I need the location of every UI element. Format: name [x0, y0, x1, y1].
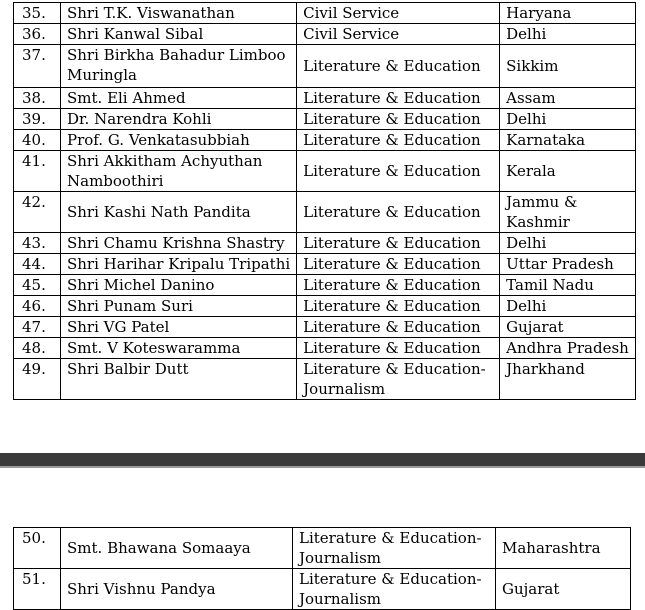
awardee-name: Shri VG Patel [61, 317, 297, 338]
table-row [14, 296, 636, 317]
awardee-name: Shri T.K. Viswanathan [61, 3, 297, 24]
table-row [14, 88, 636, 109]
table-row [14, 569, 631, 610]
awardee-state: Delhi [500, 233, 636, 254]
awards-table-top [13, 2, 636, 400]
table-row [14, 233, 636, 254]
award-field: Literature & Education [297, 88, 500, 109]
award-field: Literature & Education- Journalism [293, 569, 496, 610]
table-row [14, 151, 636, 192]
award-field: Civil Service [297, 24, 500, 45]
award-field: Literature & Education [297, 192, 500, 233]
page-break-band [0, 453, 645, 466]
award-field: Literature & Education- Journalism [293, 528, 496, 569]
table-row [14, 192, 636, 233]
awardee-name: Smt. Eli Ahmed [61, 88, 297, 109]
row-number: 43. [14, 233, 61, 254]
table-row [14, 275, 636, 296]
row-number: 37. [14, 45, 61, 88]
awardee-state: Sikkim [500, 45, 636, 88]
awardee-state: Delhi [500, 24, 636, 45]
awardee-state: Delhi [500, 109, 636, 130]
award-field: Literature & Education [297, 109, 500, 130]
page-break-edge [0, 466, 645, 468]
award-field: Literature & Education [297, 254, 500, 275]
awardee-name: Shri Akkitham Achyuthan Namboothiri [61, 151, 297, 192]
award-field: Literature & Education [297, 45, 500, 88]
awardee-state: Gujarat [496, 569, 631, 610]
table-row [14, 338, 636, 359]
awardee-name: Prof. G. Venkatasubbiah [61, 130, 297, 151]
row-number: 51. [14, 569, 61, 610]
row-number: 39. [14, 109, 61, 130]
awardee-name: Smt. V Koteswaramma [61, 338, 297, 359]
row-number: 49. [14, 359, 61, 400]
awardee-name: Shri Birkha Bahadur Limboo Muringla [61, 45, 297, 88]
awardee-state: Maharashtra [496, 528, 631, 569]
awardee-state: Kerala [500, 151, 636, 192]
awardee-state: Jammu & Kashmir [500, 192, 636, 233]
table-row [14, 317, 636, 338]
awardee-state: Gujarat [500, 317, 636, 338]
award-field: Literature & Education [297, 317, 500, 338]
awardee-state: Uttar Pradesh [500, 254, 636, 275]
award-field: Literature & Education [297, 151, 500, 192]
awardee-name: Shri Vishnu Pandya [61, 569, 293, 610]
row-number: 36. [14, 24, 61, 45]
row-number: 35. [14, 3, 61, 24]
row-number: 41. [14, 151, 61, 192]
award-field: Literature & Education [297, 338, 500, 359]
row-number: 47. [14, 317, 61, 338]
table-row [14, 3, 636, 24]
row-number: 42. [14, 192, 61, 233]
awardee-state: Haryana [500, 3, 636, 24]
awardee-name: Dr. Narendra Kohli [61, 109, 297, 130]
table-row [14, 528, 631, 569]
awardee-state: Jharkhand [500, 359, 636, 400]
row-number: 48. [14, 338, 61, 359]
award-field: Literature & Education [297, 130, 500, 151]
awardee-name: Shri Harihar Kripalu Tripathi [61, 254, 297, 275]
table-row [14, 359, 636, 400]
award-field: Literature & Education [297, 233, 500, 254]
awardee-name: Shri Punam Suri [61, 296, 297, 317]
awardee-name: Shri Kashi Nath Pandita [61, 192, 297, 233]
awardee-name: Shri Chamu Krishna Shastry [61, 233, 297, 254]
row-number: 50. [14, 528, 61, 569]
award-field: Civil Service [297, 3, 500, 24]
awardee-state: Delhi [500, 296, 636, 317]
row-number: 44. [14, 254, 61, 275]
awardee-state: Tamil Nadu [500, 275, 636, 296]
awardee-name: Shri Balbir Dutt [61, 359, 297, 400]
table-row [14, 254, 636, 275]
award-field: Literature & Education- Journalism [297, 359, 500, 400]
table-row [14, 109, 636, 130]
table-row [14, 24, 636, 45]
table-row [14, 45, 636, 88]
awardee-name: Shri Kanwal Sibal [61, 24, 297, 45]
row-number: 40. [14, 130, 61, 151]
table-row [14, 130, 636, 151]
awardee-state: Andhra Pradesh [500, 338, 636, 359]
awardee-name: Smt. Bhawana Somaaya [61, 528, 293, 569]
row-number: 45. [14, 275, 61, 296]
row-number: 38. [14, 88, 61, 109]
award-field: Literature & Education [297, 275, 500, 296]
awardee-state: Karnataka [500, 130, 636, 151]
award-field: Literature & Education [297, 296, 500, 317]
row-number: 46. [14, 296, 61, 317]
awardee-name: Shri Michel Danino [61, 275, 297, 296]
awardee-state: Assam [500, 88, 636, 109]
awards-table-bottom [13, 527, 631, 610]
